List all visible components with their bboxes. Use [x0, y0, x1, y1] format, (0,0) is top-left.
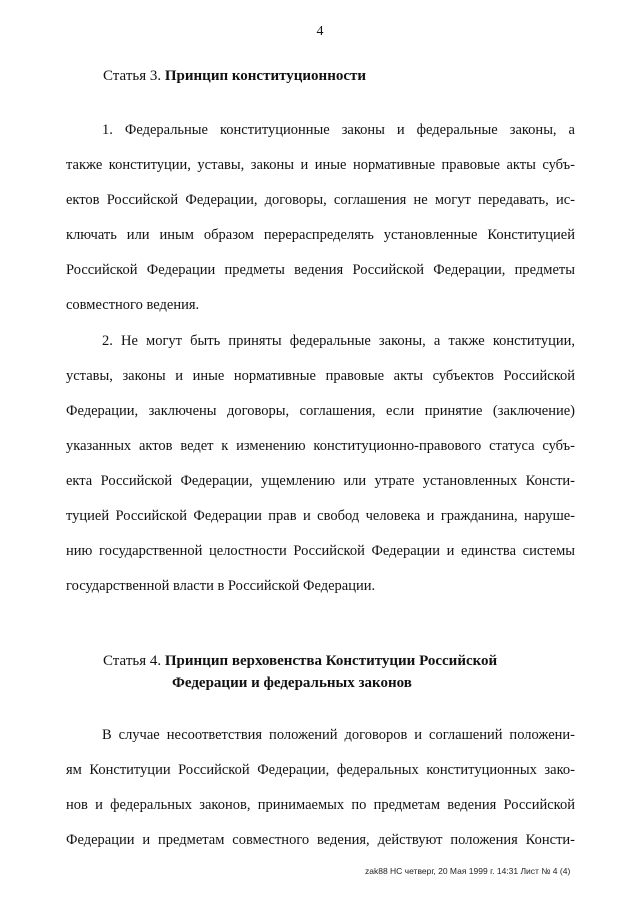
print-footer: zak88 НС четверг, 20 Мая 1999 г. 14:31 Лист № 4 (4) [365, 866, 571, 876]
article-3-p1-line: ключать или иным образом перераспределять установленные Конституцией [66, 227, 575, 243]
article-3-p2-line: екта Российской Федерации, ущемлению или утрате установленных Консти- [66, 473, 575, 489]
article-3-p2-line: государственной власти в Российской Федерации. [66, 578, 376, 594]
article-4-title-cont: Федерации и федеральных законов [172, 675, 412, 691]
article-3-p2-line: нию государственной целостности Российской Федерации и единства системы [66, 543, 575, 559]
article-3-p2-line: уставы, законы и иные нормативные правовые акты субъектов Российской [66, 368, 575, 384]
article-4-p1-line: Федерации и предметам совместного ведения, действуют положения Консти- [66, 832, 575, 848]
article-4-heading [103, 653, 497, 670]
article-3-p1-line: также конституции, уставы, законы и иные нормативные правовые акты субъ- [66, 157, 575, 173]
article-3-p2-line: указанных актов ведет к изменению конституционно-правового статуса субъ- [66, 438, 575, 454]
article-3-p2-line: туцией Российской Федерации прав и свобод человека и гражданина, наруше- [66, 508, 575, 524]
article-3-heading [103, 68, 366, 85]
article-3-p2-line: 2. Не могут быть приняты федеральные законы, а также конституции, [102, 333, 575, 349]
article-3-title: Принцип конституционности [164, 68, 367, 84]
article-3-p1-line: совместного ведения. [66, 297, 200, 313]
article-4-p1-line: В случае несоответствия положений договоров и соглашений положени- [102, 727, 575, 743]
article-3-p1-line: 1. Федеральные конституционные законы и федеральные законы, а [102, 122, 575, 138]
page-number: 4 [316, 24, 324, 39]
article-3-p1-line: Российской Федерации предметы ведения Российской Федерации, предметы [66, 262, 575, 278]
article-4-label: Статья 4. [103, 653, 162, 669]
article-3-p2-line: Федерации, заключены договоры, соглашения, если принятие (заключение) [66, 403, 575, 419]
article-4-p1-line: ям Конституции Российской Федерации, федеральных конституционных зако- [66, 762, 575, 778]
article-4-p1-line: нов и федеральных законов, принимаемых по предметам ведения Российской [66, 797, 575, 813]
article-3-p1-line: ектов Российской Федерации, договоры, соглашения не могут передавать, ис- [66, 192, 575, 208]
article-4-title: Принцип верховенства Конституции Российской [164, 653, 498, 669]
article-3-label: Статья 3. [103, 68, 162, 84]
